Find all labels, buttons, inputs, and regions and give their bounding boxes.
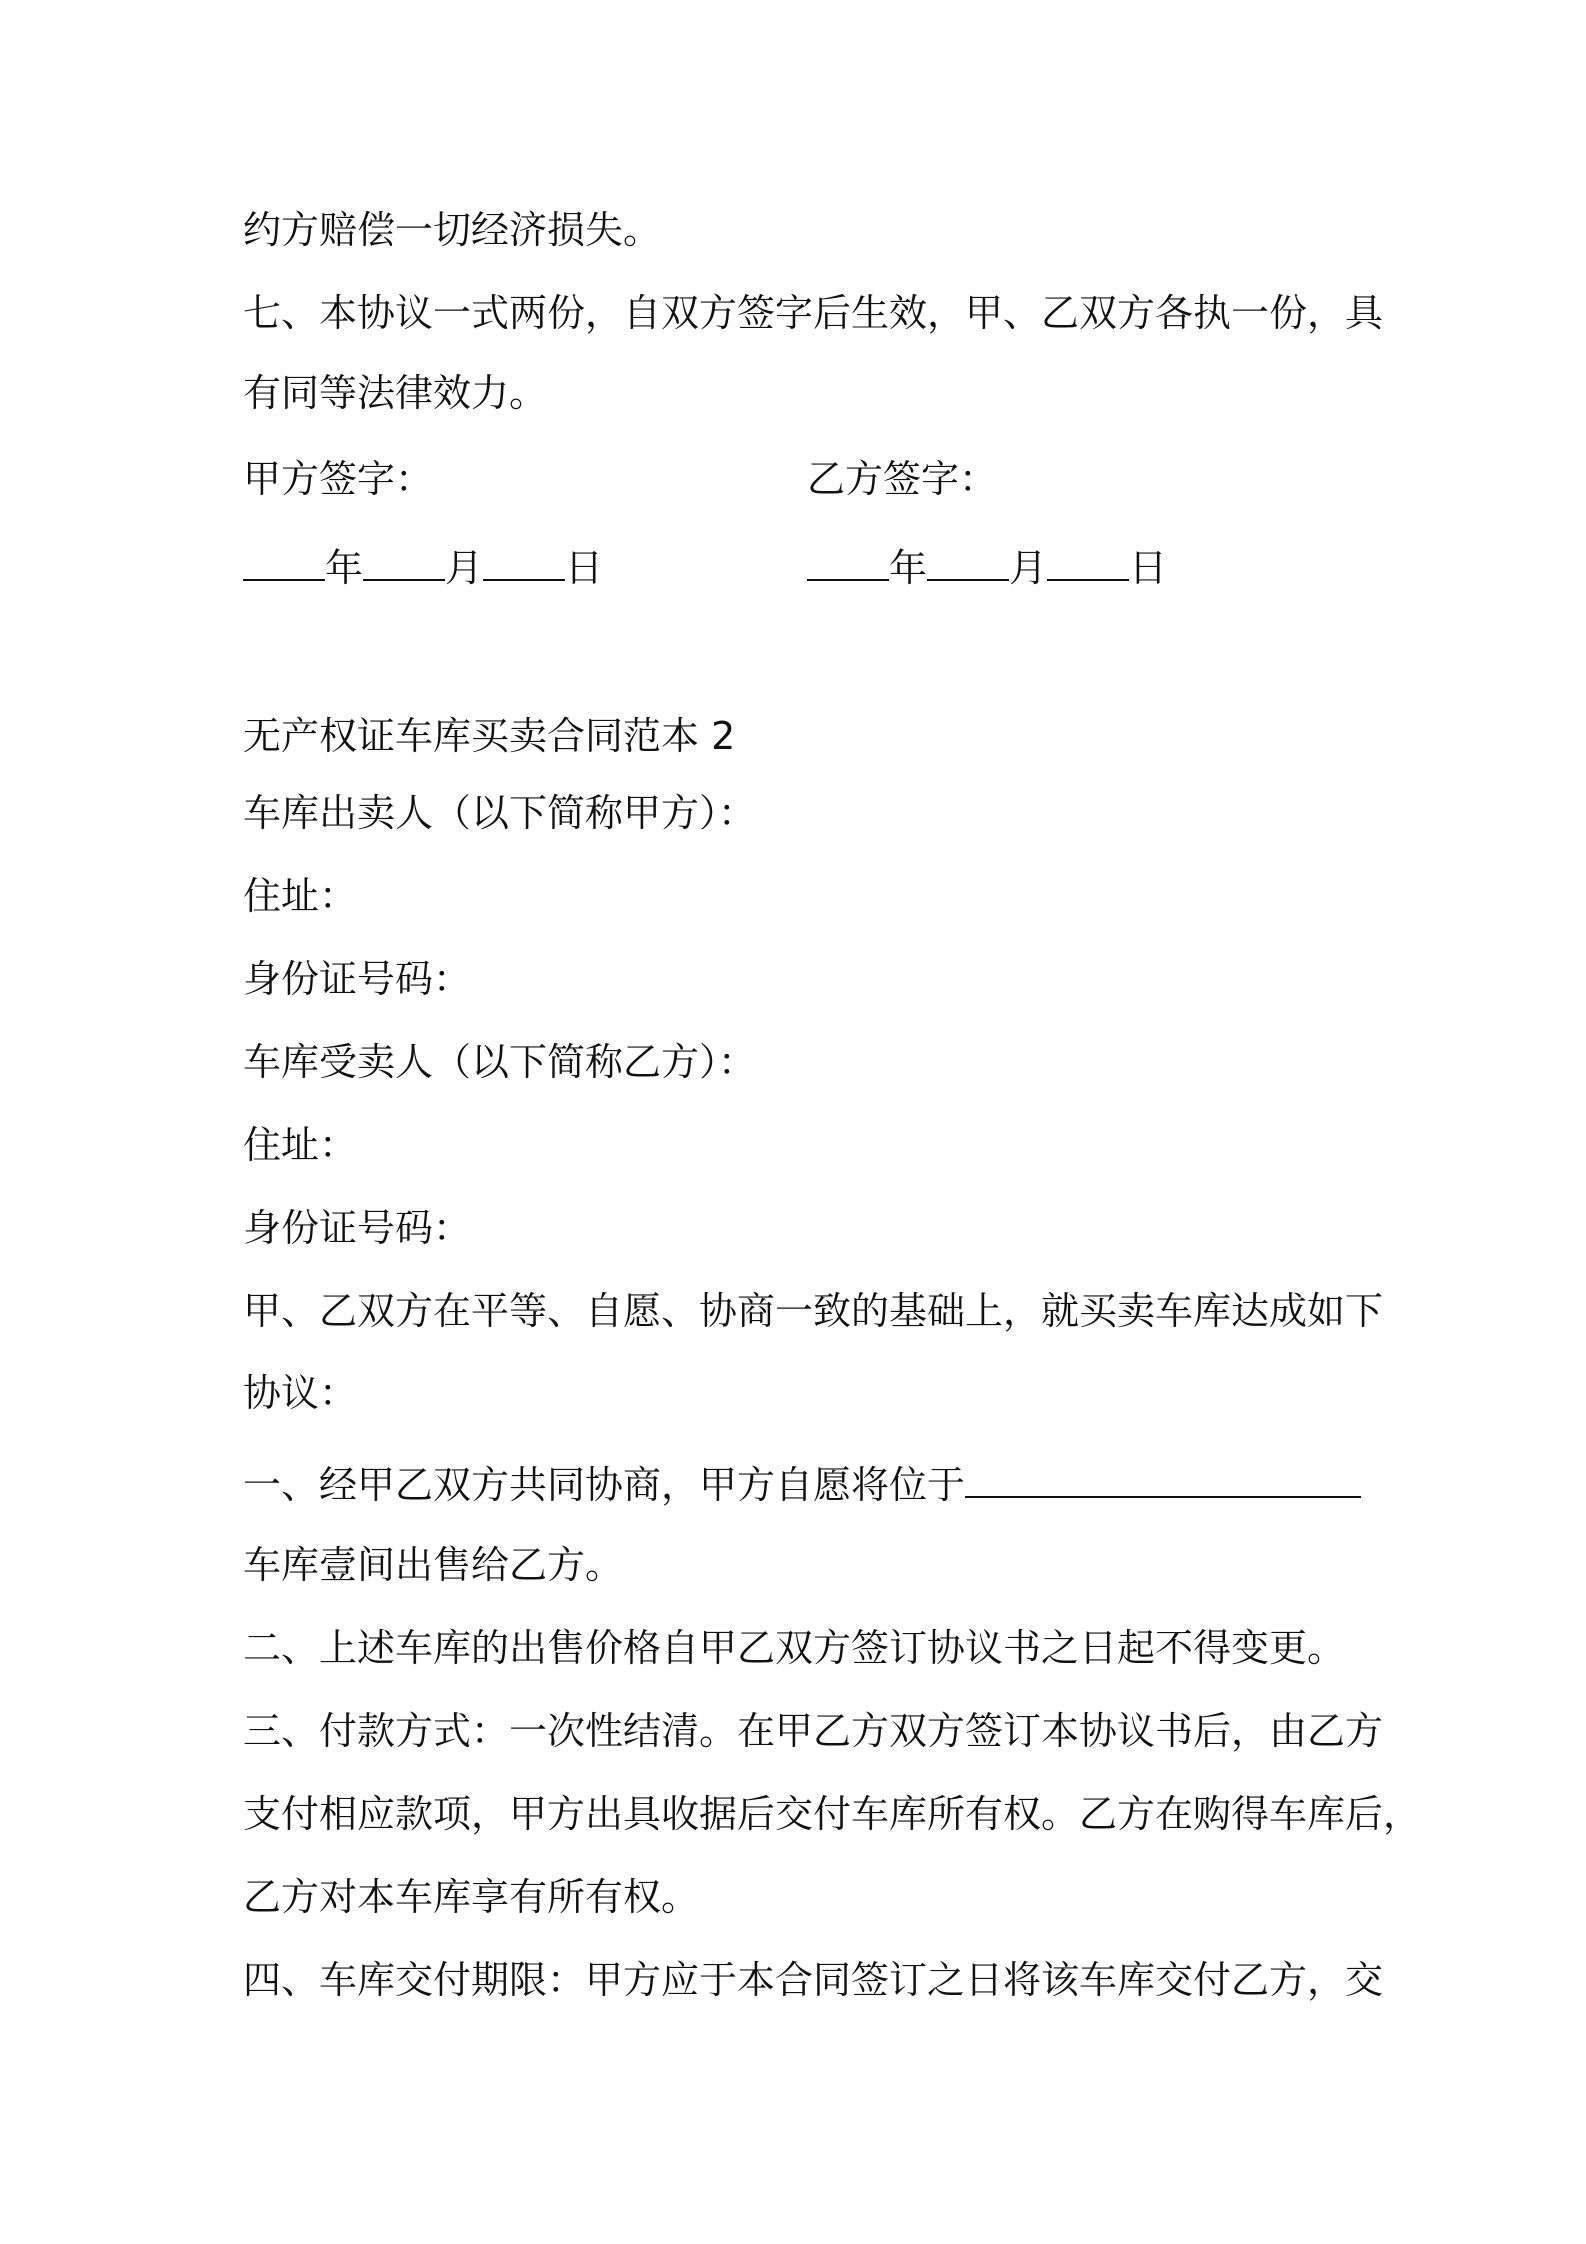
month-label: 月 <box>1009 546 1048 590</box>
day-blank <box>1047 545 1129 581</box>
year-blank <box>243 545 325 581</box>
clause-7-line-1: 七、本协议一式两份，自双方签字后生效，甲、乙双方各执一份，具 <box>243 291 1384 335</box>
party-a-signature-label: 甲方签字： <box>243 457 434 501</box>
month-blank <box>363 545 445 581</box>
paragraph-continuation: 约方赔偿一切经济损失。 <box>243 208 662 252</box>
party-b-signature-label: 乙方签字： <box>807 457 998 501</box>
clause-1-text: 一、经甲乙双方共同协商，甲方自愿将位于 <box>243 1463 966 1507</box>
clause-3-line-2: 支付相应款项，甲方出具收据后交付车库所有权。乙方在购得车库后， <box>243 1792 1422 1836</box>
clause-4-line-1: 四、车库交付期限：甲方应于本合同签订之日将该车库交付乙方，交 <box>243 1958 1384 2002</box>
year-label: 年 <box>889 546 928 590</box>
clause-2: 二、上述车库的出售价格自甲乙双方签订协议书之日起不得变更。 <box>243 1626 1346 1670</box>
seller-id-label: 身份证号码： <box>243 957 472 1001</box>
month-label: 月 <box>445 546 484 590</box>
clause-1-line-1 <box>243 1462 1363 1508</box>
clause-3-line-3: 乙方对本车库享有所有权。 <box>243 1875 700 1919</box>
day-blank <box>483 545 565 581</box>
party-a-date-line <box>243 545 603 591</box>
year-blank <box>807 545 889 581</box>
buyer-label: 车库受卖人（以下简称乙方）： <box>243 1040 757 1084</box>
buyer-id-label: 身份证号码： <box>243 1206 472 1250</box>
day-label: 日 <box>565 546 604 590</box>
location-blank <box>965 1462 1361 1498</box>
month-blank <box>927 545 1009 581</box>
section-title: 无产权证车库买卖合同范本 2 <box>243 714 736 758</box>
clause-3-line-1: 三、付款方式：一次性结清。在甲乙方双方签订本协议书后，由乙方 <box>243 1709 1384 1753</box>
seller-label: 车库出卖人（以下简称甲方）： <box>243 791 757 835</box>
intro-line-1: 甲、乙双方在平等、自愿、协商一致的基础上，就买卖车库达成如下 <box>243 1289 1384 1333</box>
seller-address-label: 住址： <box>243 874 358 918</box>
party-b-date-line <box>807 545 1167 591</box>
clause-7-line-2: 有同等法律效力。 <box>243 371 548 415</box>
intro-line-2: 协议： <box>243 1371 358 1415</box>
clause-1-line-2: 车库壹间出售给乙方。 <box>243 1543 624 1587</box>
buyer-address-label: 住址： <box>243 1123 358 1167</box>
year-label: 年 <box>325 546 364 590</box>
day-label: 日 <box>1129 546 1168 590</box>
